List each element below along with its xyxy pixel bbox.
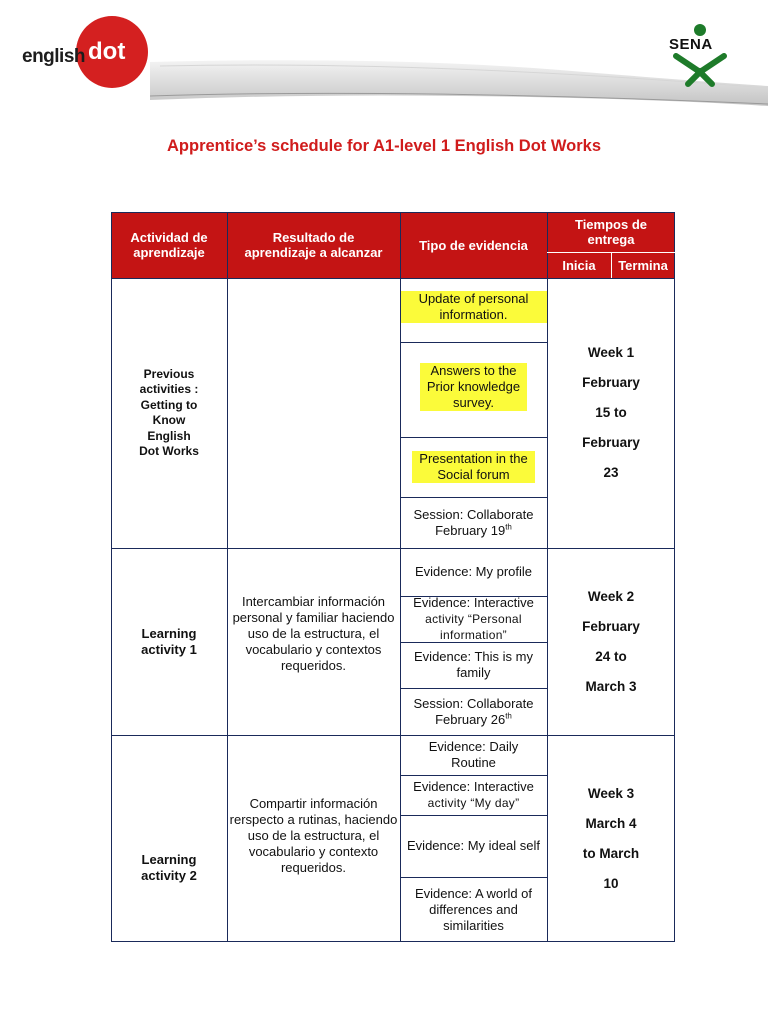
week-2-line4: March 3 [585,678,637,694]
week-2-line3: 24 to [595,648,627,664]
activity-previous: Previous activities : Getting to Know English Dot Works [139,366,199,458]
evidence-interactive-personal-sub: activity “Personal information” [425,612,522,642]
week-2-line1: Week 2 [587,588,635,604]
week-1-line3: 15 to [595,405,627,420]
session-feb-26-text: Session: Collaborate February 26th [413,695,534,727]
evidence-update-info-text: Update of personal information. [400,291,547,323]
evidence-interactive-my-day-sub: activity “My day” [427,796,520,810]
evidence-my-profile: Evidence: My profile [414,564,533,579]
header-actividad: Actividad de aprendizaje [111,212,227,278]
week-1-line1: Week 1 [587,345,635,360]
header-tipo: Tipo de evidencia [400,212,547,278]
activity-learning-2-text: Learning activity 2 [141,852,197,883]
week-3-cell [547,735,675,942]
logo-dot-text: dot [88,38,126,65]
session-feb-19-text: Session: Collaborate February 19th [413,506,534,538]
evidence-my-ideal-self: Evidence: My ideal self [407,838,540,853]
evidence-update-info [400,278,547,342]
result-learning-1 [227,548,400,735]
evidence-world-of-differences: Evidence: A world of differences and similarities [414,885,533,933]
evidence-prior-knowledge-text: Answers to the Prior knowledge survey. [420,363,527,411]
evidence-interactive-my-day [400,775,547,815]
schedule-table [111,212,675,942]
session-feb-26 [400,688,547,735]
result-learning-1-text: Intercambiar información personal y familiar haciendo uso de la estructura, el vocabulario y contextos requeridos. [232,594,395,673]
header-inicia: Inicia [547,252,611,278]
sena-logo-text: SENA [669,36,713,53]
evidence-this-is-my-family: Evidence: This is my family [414,649,533,680]
header-tiempos: Tiempos de entrega [547,212,675,252]
evidence-interactive-my-day-text: Evidence: Interactive [413,779,534,794]
evidence-prior-knowledge [400,342,547,437]
evidence-social-forum-text: Presentation in the Social forum [412,451,535,483]
evidence-interactive-personal-text: Evidence: Interactive [413,595,534,610]
activity-learning-2 [111,735,227,942]
session-feb-19-sup: th [505,522,512,532]
week-1-line4: February [582,435,640,450]
week-3-line3: to March [582,845,640,861]
week-3-line2: March 4 [585,815,637,831]
evidence-social-forum [400,437,547,497]
week-1-line5: 23 [603,465,619,480]
week-1-cell [547,278,675,548]
page-title: Apprentice’s schedule for A1-level 1 English Dot Works [167,137,601,155]
header-termina: Termina [611,252,675,278]
week-2-cell [547,548,675,735]
sena-emblem [676,24,724,84]
session-feb-26-sup: th [505,711,512,721]
week-2-line2: February [582,618,640,634]
result-learning-2-text: Compartir información rerspecto a rutinas, haciendo uso de la estructura, el vocabulario y contexto requeridos. [229,796,398,875]
result-learning-2 [227,735,400,942]
week-3-line1: Week 3 [587,785,635,801]
logo-english-text: english [22,46,86,67]
session-feb-19 [400,497,547,548]
evidence-daily-routine: Evidence: Daily Routine [428,739,519,770]
result-previous [227,278,400,548]
header-resultado: Resultado de aprendizaje a alcanzar [227,212,400,278]
header-banner [0,0,768,110]
week-1-line2: February [582,375,640,390]
activity-learning-1: Learning activity 1 [141,625,197,657]
evidence-interactive-personal [400,596,547,642]
week-3-line4: 10 [603,875,619,891]
